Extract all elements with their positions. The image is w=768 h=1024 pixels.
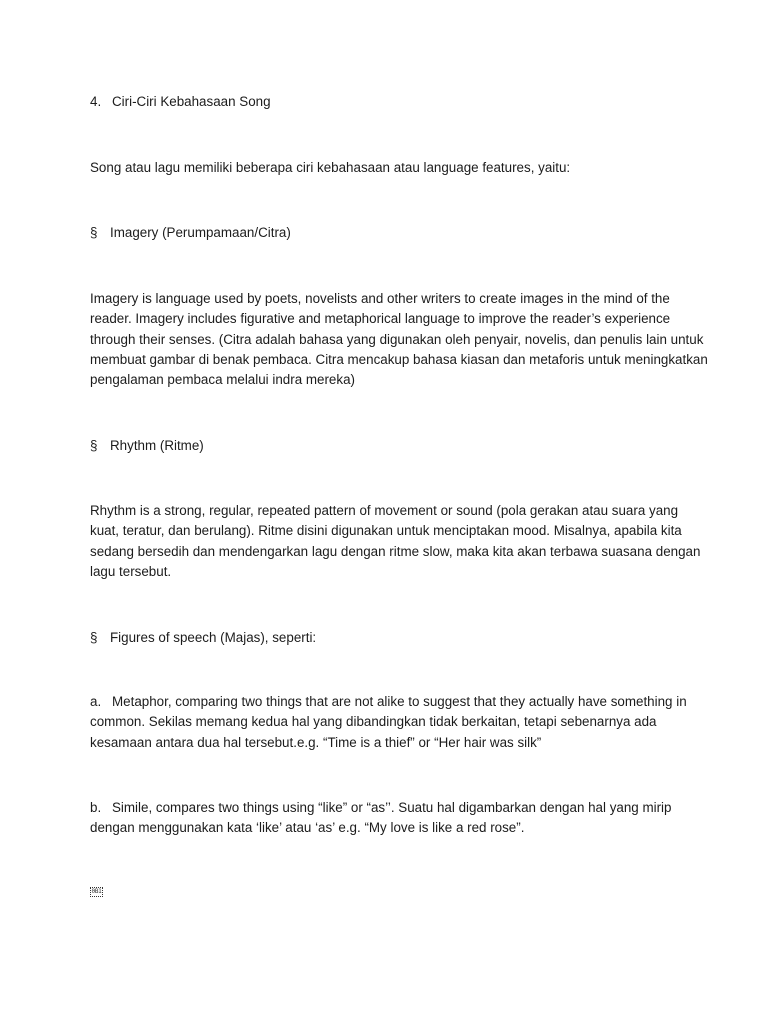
paragraph-line: membuat gambar di benak pembaca. Citra mencakup bahasa kiasan dan metaforis untuk meningkatkan (90, 351, 708, 367)
rhythm-heading (90, 436, 204, 456)
paragraph-line: through their senses. (Citra adalah bahasa yang digunakan oleh penyair, novelis, dan penulis lain untuk (90, 331, 704, 347)
paragraph-line: Rhythm is a strong, regular, repeated pattern of movement or sound (pola gerakan atau suara yang (90, 503, 679, 518)
section-bullet: § (90, 225, 98, 240)
paragraph-line: reader. Imagery includes figurative and metaphorical language to improve the reader’s experience (90, 311, 671, 327)
rhythm-title: Rhythm (Ritme) (110, 438, 204, 453)
list-item-text: Metaphor, comparing two things that are not alike to suggest that they actually have something in (112, 694, 687, 709)
list-item-text: Simile, compares two things using “like” or “as’’. Suatu hal digambarkan dengan hal yang mirip (112, 800, 672, 815)
paragraph-line: sedang bersedih dan mendengarkan lagu dengan ritme slow, maka kita akan terbawa suasana dengan (90, 543, 701, 559)
list-marker: b. (90, 800, 102, 815)
section-heading (90, 92, 271, 112)
list-item-line: kesamaan antara dua hal tersebut.e.g. “Time is a thief” or “Her hair was silk” (90, 734, 542, 750)
list-item-line: dengan menggunakan kata ‘like’ atau ‘as’ e.g. “My love is like a red rose”. (90, 820, 525, 836)
section-bullet: § (90, 438, 98, 453)
figures-heading (90, 628, 316, 648)
paragraph-line: lagu tersebut. (90, 563, 172, 579)
rhythm-paragraph (90, 501, 701, 582)
simile-item (90, 798, 690, 839)
list-marker: a. (90, 694, 102, 709)
paragraph-line: pengalaman pembaca melalui indra mereka) (90, 372, 355, 388)
section-bullet: § (90, 630, 98, 645)
imagery-paragraph (90, 289, 708, 390)
paragraph-line: kuat, teratur, dan berulang). Ritme disini digunakan untuk menciptakan mood. Misalnya, apabila kita (90, 523, 682, 539)
list-item-line (90, 692, 690, 712)
metaphor-item (90, 692, 690, 753)
list-item-line (90, 798, 690, 818)
figures-title: Figures of speech (Majas), seperti: (110, 630, 317, 645)
missing-glyph-box: 0B1 (91, 888, 102, 895)
heading-text: Ciri-Ciri Kebahasaan Song (112, 94, 271, 109)
intro-paragraph: Song atau lagu memiliki beberapa ciri kebahasaan atau language features, yaitu: (90, 160, 571, 175)
heading-number: 4. (90, 94, 102, 109)
list-item-line: common. Sekilas memang kedua hal yang dibandingkan tidak berkaitan, tetapi sebenarnya ada (90, 714, 657, 730)
imagery-heading (90, 223, 291, 243)
paragraph-line: Imagery is language used by poets, novelists and other writers to create images in the mind of the (90, 291, 670, 306)
imagery-title: Imagery (Perumpamaan/Citra) (110, 225, 291, 240)
